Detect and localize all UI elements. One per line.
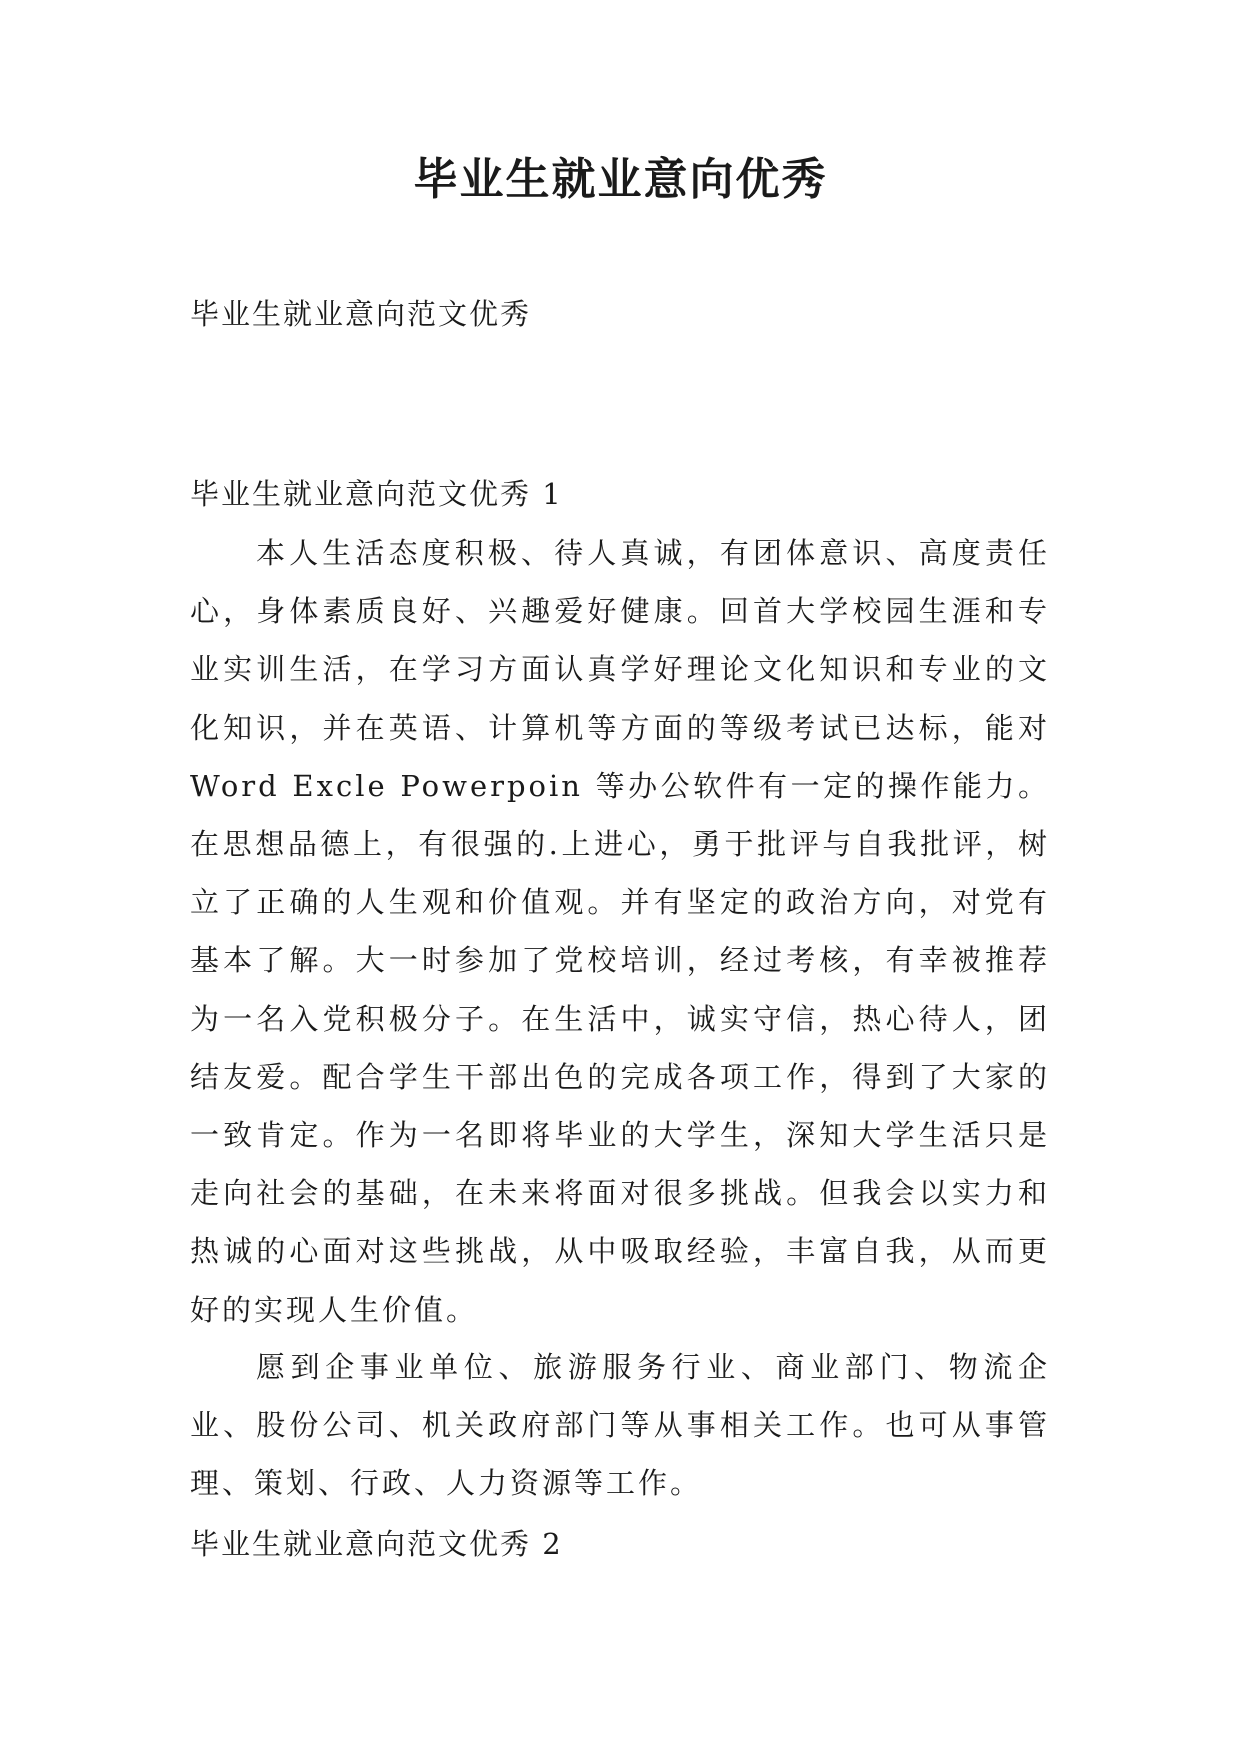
section-1-paragraph-2: 愿到企事业单位、旅游服务行业、商业部门、物流企业、股份公司、机关政府部门等从事相关工作。也可从事管理、策划、行政、人力资源等工作。 xyxy=(190,1350,1050,1501)
section-heading-2: 毕业生就业意向范文优秀 2 xyxy=(190,1527,563,1561)
document-subtitle: 毕业生就业意向范文优秀 xyxy=(190,297,532,331)
section-heading-1: 毕业生就业意向范文优秀 1 xyxy=(190,477,563,511)
section-1-paragraph-1: 本人生活态度积极、待人真诚，有团体意识、高度责任心，身体素质良好、兴趣爱好健康。回首大学校园生涯和专业实训生活，在学习方面认真学好理论文化知识和专业的文化知识，并在英语、计算机等方面的等级考试已达标，能对 Word Excle Powerpoin 等办公软件有一定的操作能力。在思想品德上，有很强的.上进心，勇于批评与自我批评，树立了正确的人生观和价值观。并有坚定的政治方向，对党有基本了解。大一时参加了党校培训，经过考核，有幸被推荐为一名入党积极分子。在生活中，诚实守信，热心待人，团结友爱。配合学生干部出色的完成各项工作，得到了大家的一致肯定。作为一名即将毕业的大学生，深知大学生活只是走向社会的基础，在未来将面对很多挑战。但我会以实力和热诚的心面对这些挑战，从中吸取经验，丰富自我，从而更好的实现人生价值。 xyxy=(190,536,1050,1327)
document-title: 毕业生就业意向优秀 xyxy=(413,154,828,205)
